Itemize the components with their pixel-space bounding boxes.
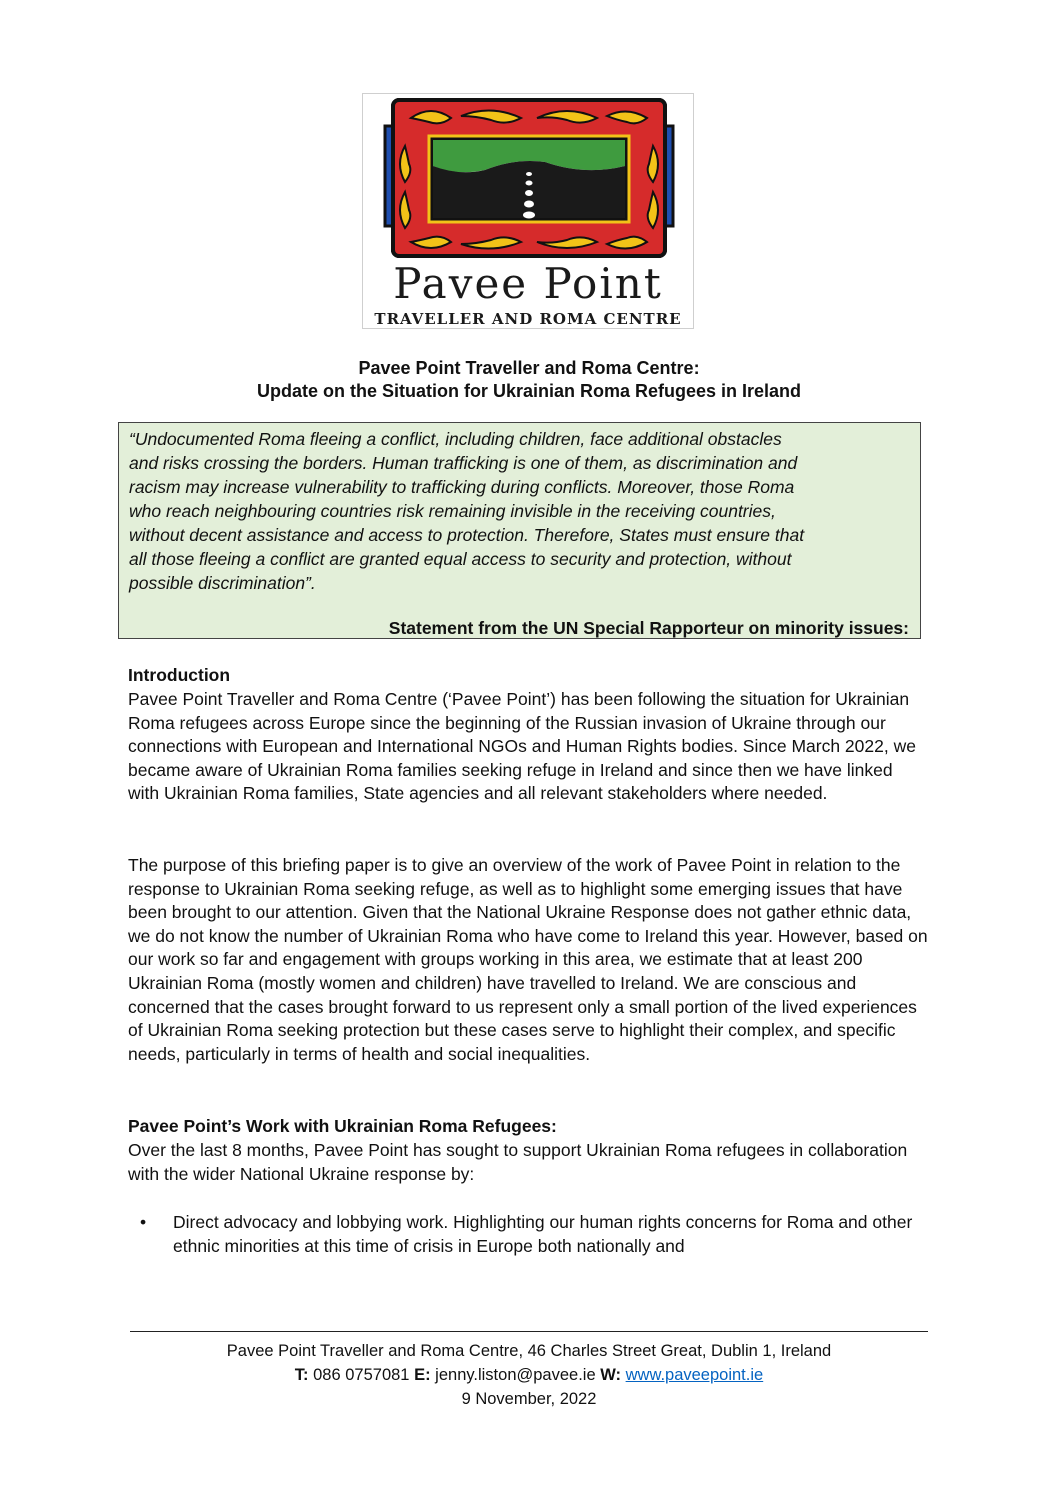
quote-box (118, 422, 921, 639)
footer-rule (130, 1331, 928, 1332)
intro-paragraph-2: The purpose of this briefing paper is to give an overview of the work of Pavee Point in relation to the response to Ukrainian Roma seeking refuge, as well as to highlight some emerging issues that have been brought to our attention. Given that the National Ukraine Response does not gather ethnic data, we do not know the number of Ukrainian Roma who have come to Ireland this year. However, based on our work so far and engagement with groups working in this area, we estimate that at least 200 Ukrainian Roma (mostly women and children) have travelled to Ireland. We are conscious and concerned that the cases brought forward to us represent only a small portion of the lived experiences of Ukrainian Roma seeking protection but these cases serve to highlight their complex, and specific needs, particularly in terms of health and social inequalities. (128, 855, 928, 1064)
footer-address: Pavee Point Traveller and Roma Centre, 46 Charles Street Great, Dublin 1, Ireland (226, 1342, 832, 1360)
document-title-line-2: Update on the Situation for Ukrainian Roma Refugees in Ireland (256, 381, 802, 401)
email-label: E: (414, 1366, 431, 1384)
website-link[interactable]: www.paveepoint.ie (625, 1366, 764, 1384)
quote-line: all those fleeing a conflict are granted equal access to security and protection, without (129, 549, 792, 569)
phone-number: 086 0757081 (313, 1366, 410, 1384)
logo-name: Pavee Point (393, 259, 663, 308)
quote-text (129, 427, 909, 595)
quote-line: “Undocumented Roma fleeing a conflict, including children, face additional obstacles (129, 429, 782, 449)
work-paragraph: Over the last 8 months, Pavee Point has sought to support Ukrainian Roma refugees in collaboration with the wider National Ukraine response by: (128, 1140, 908, 1184)
quote-line: who reach neighbouring countries risk remaining invisible in the receiving countries, (129, 501, 776, 521)
email-address: jenny.liston@pavee.ie (435, 1366, 596, 1384)
quote-line: without decent assistance and access to protection. Therefore, States must ensure that (129, 525, 805, 545)
quote-line: possible discrimination”. (129, 573, 316, 593)
logo (362, 93, 694, 329)
quote-attribution: Statement from the UN Special Rapporteur on minority issues: (388, 618, 909, 638)
bullet-item: Direct advocacy and lobbying work. Highlighting our human rights concerns for Roma and other ethnic minorities at this time of crisis in Europe both nationally and (173, 1212, 913, 1256)
footer-date: 9 November, 2022 (461, 1390, 597, 1408)
pavee-point-logo-artwork (381, 96, 677, 262)
website-label: W: (600, 1366, 622, 1384)
phone-label: T: (294, 1366, 309, 1384)
intro-paragraph-1: Pavee Point Traveller and Roma Centre (‘Pavee Point’) has been following the situation for Ukrainian Roma refugees across Europe since the beginning of the Russian invasion of Ukraine through our connections with European and International NGOs and Human Rights bodies. Since March 2022, we became aware of Ukrainian Roma families seeking refuge in Ireland and since then we have linked with Ukrainian Roma families, State agencies and all relevant stakeholders where needed. (128, 689, 916, 804)
footer-contact (0, 1364, 1058, 1386)
quote-line: racism may increase vulnerability to trafficking during conflicts. Moreover, those Roma (129, 477, 795, 497)
quote-line: and risks crossing the borders. Human trafficking is one of them, as discrimination and (129, 453, 798, 473)
section-heading-introduction: Introduction (128, 665, 231, 685)
document-title-line-1: Pavee Point Traveller and Roma Centre: (358, 358, 700, 378)
section-heading-work: Pavee Point’s Work with Ukrainian Roma Refugees: (128, 1116, 557, 1136)
bullet-marker: • (140, 1212, 147, 1232)
logo-subtitle: TRAVELLER AND ROMA CENTRE (374, 310, 682, 328)
